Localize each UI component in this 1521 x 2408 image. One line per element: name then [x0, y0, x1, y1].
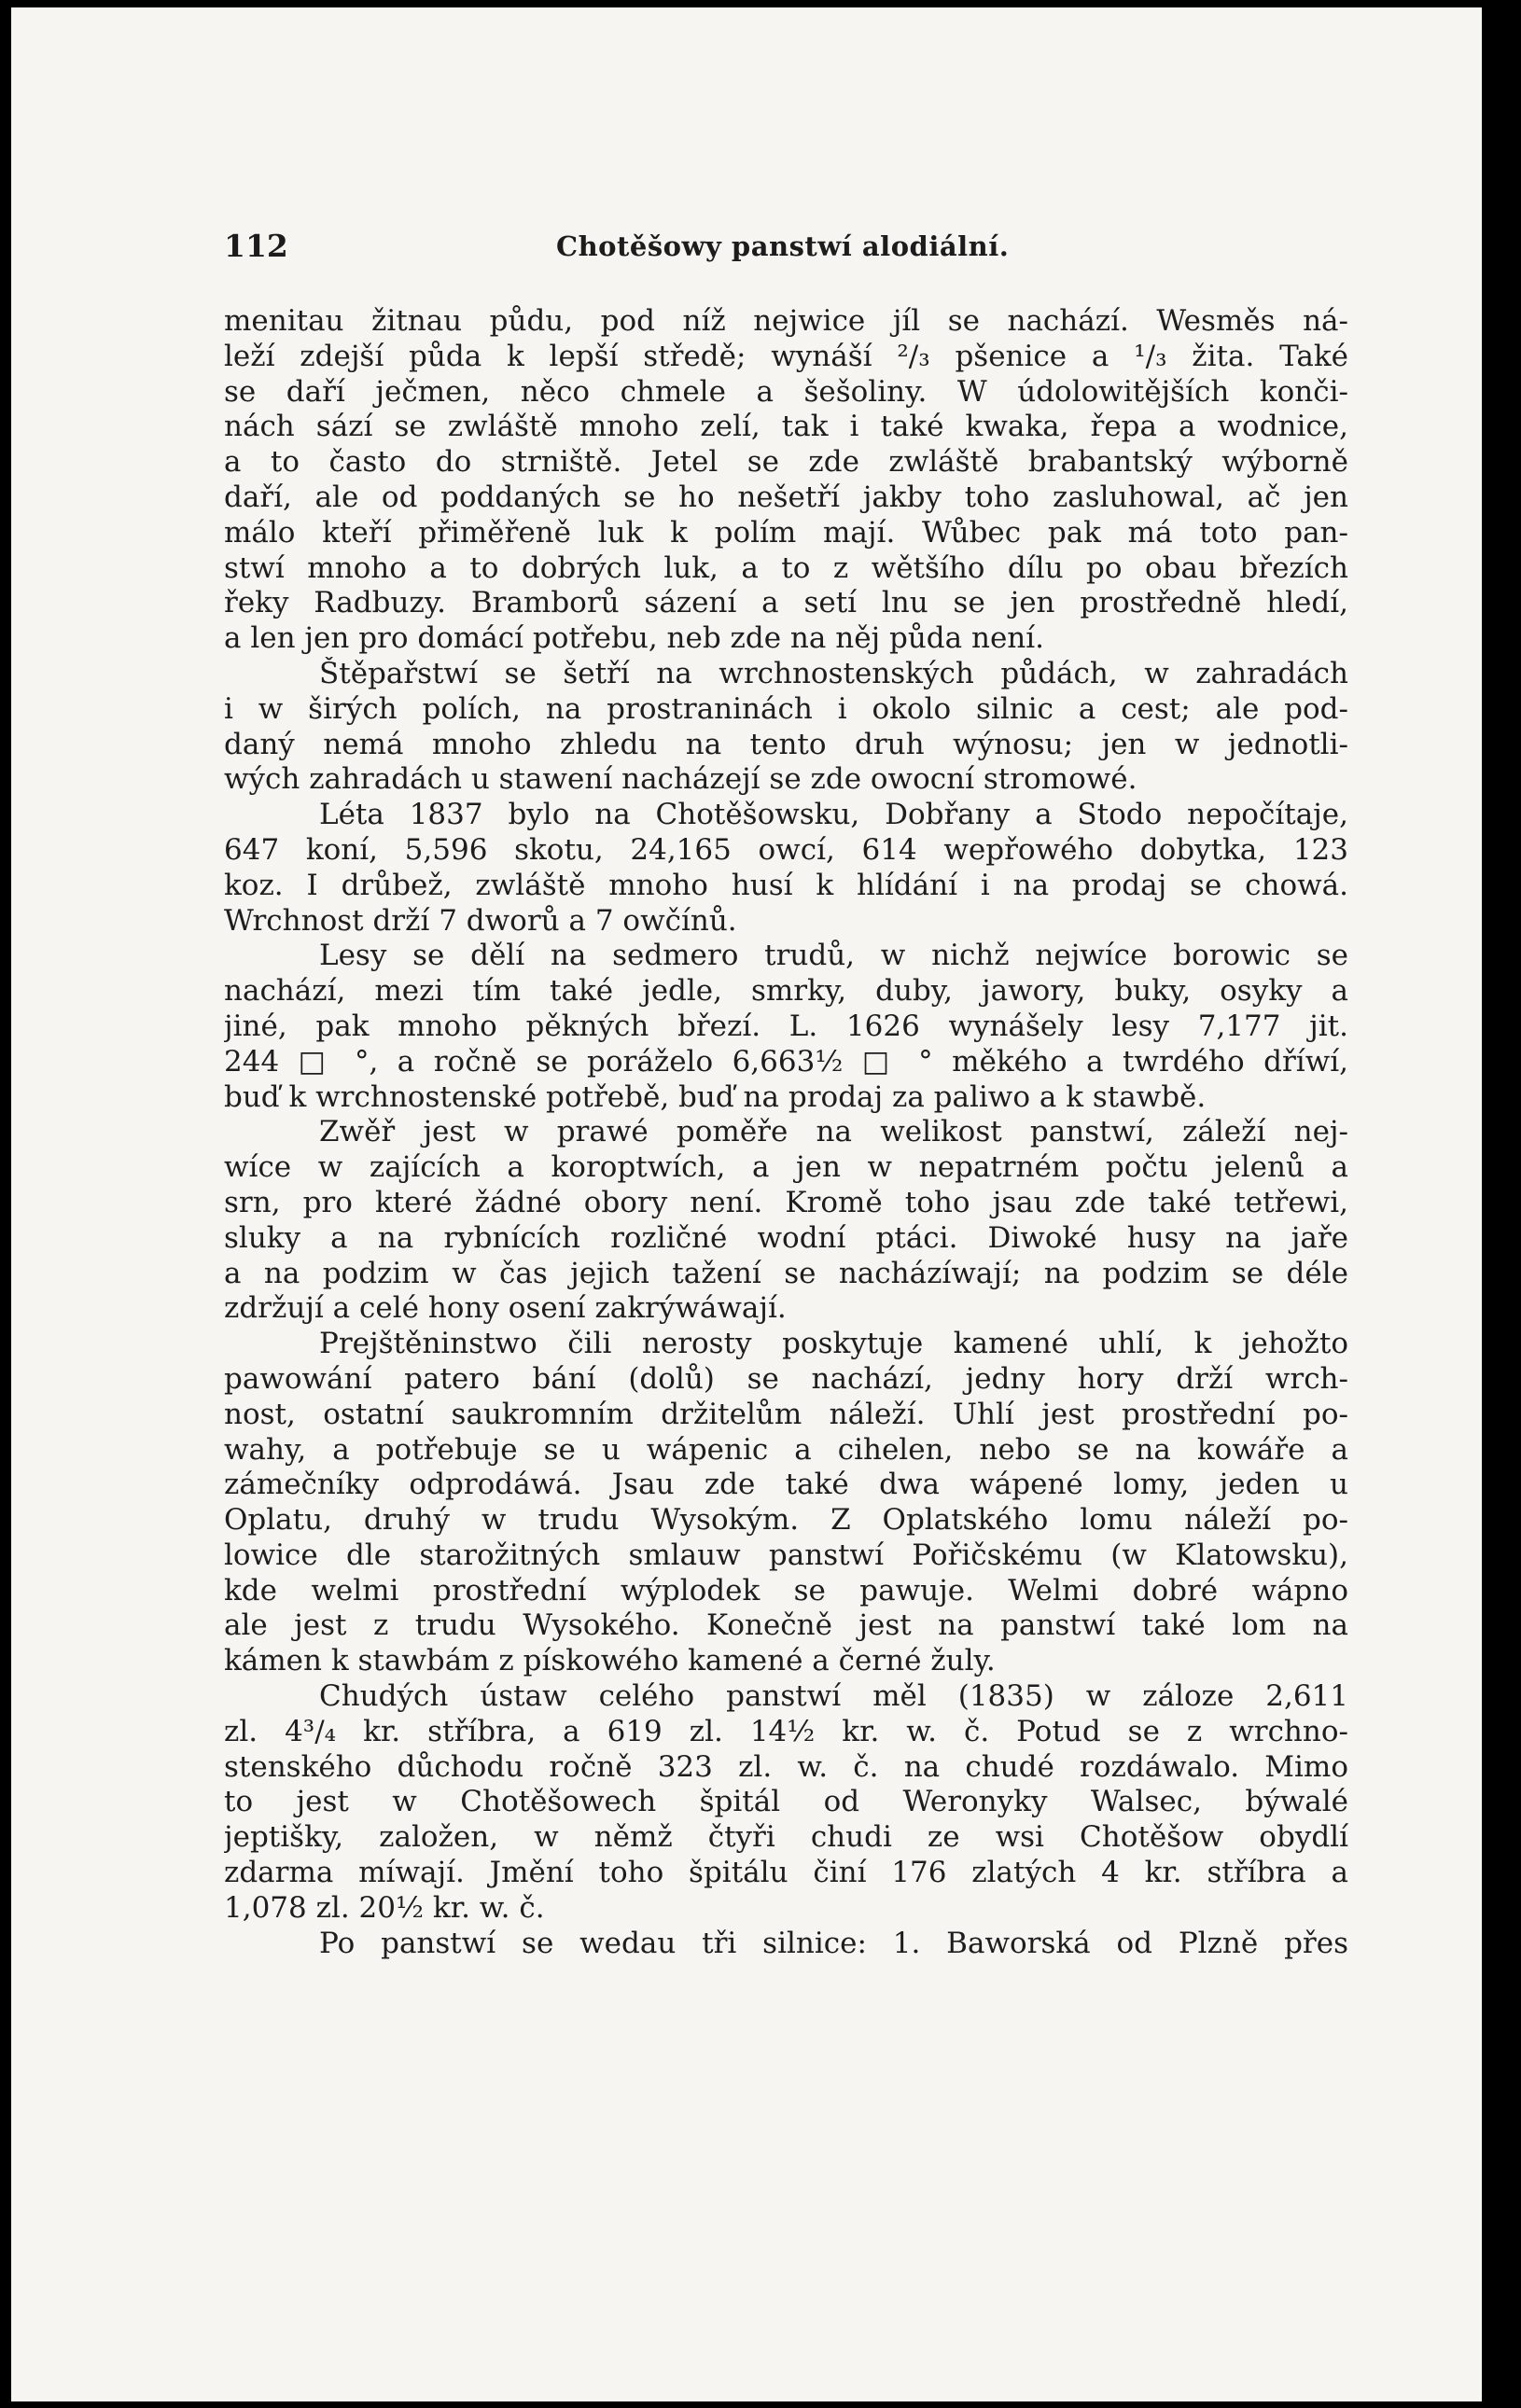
text-line: srn, pro které žádné obory není. Kromě toho jsau zde také tetřewi,: [224, 1185, 1348, 1219]
text-line: kde welmi prostřední wýplodek se pawuje. Welmi dobré wápno: [224, 1573, 1348, 1608]
paragraph-start-line: Štěpařstwí se šetří na wrchnostenských půdách, w zahradách: [319, 656, 1348, 690]
text-line: koz. I drůbež, zwláště mnoho husí k hlídání i na prodaj se chowá.: [224, 868, 1348, 902]
text-line: ale jest z trudu Wysokého. Konečně jest na panstwí také lom na: [224, 1608, 1348, 1643]
paragraph-start-line: Zwěř jest w prawé poměře na welikost panstwí, záleží nej-: [319, 1115, 1348, 1149]
text-line: wých zahradách u stawení nacházejí se zde owocní stromowé.: [224, 762, 1137, 797]
page-number: 112: [224, 228, 288, 264]
paragraph-start-line: Lesy se dělí na sedmero trudů, w nichž nejwíce borowic se: [319, 939, 1348, 973]
text-line: 647 koní, 5,596 skotu, 24,165 owcí, 614 wepřowého dobytka, 123: [224, 832, 1348, 867]
text-line: zl. 4³/₄ kr. stříbra, a 619 zl. 14½ kr. w. č. Potud se z wrchno-: [224, 1714, 1348, 1748]
text-line: pawowání patero bání (dolů) se nachází, jedny hory drží wrch-: [224, 1361, 1348, 1396]
text-line: 244 □ °, a ročně se poráželo 6,663½ □ ° měkého a twrdého dříwí,: [224, 1044, 1348, 1079]
text-line: menitau žitnau půdu, pod níž nejwice jíl se nachází. Wesměs ná-: [224, 304, 1348, 338]
text-line: a to často do strniště. Jetel se zde zwláště brabantský wýborně: [224, 445, 1348, 480]
text-line: a na podzim w čas jejich tažení se nacházíwají; na podzim se déle: [224, 1256, 1348, 1290]
text-line: a len jen pro domácí potřebu, neb zde na něj půda není.: [224, 621, 1045, 656]
text-line: zdržují a celé hony osení zakrýwáwají.: [224, 1291, 787, 1326]
paragraph-start-line: Léta 1837 bylo na Chotěšowsku, Dobřany a Stodo nepočítaje,: [319, 798, 1348, 832]
text-line: to jest w Chotěšowech špitál od Weronyky Walsec, býwalé: [224, 1785, 1348, 1819]
paragraph-start-line: Po panstwí se wedau tři silnice: 1. Baworská od Plzně přes: [319, 1926, 1348, 1960]
text-line: daný nemá mnoho zhledu na tento druh wýnosu; jen w jednotli-: [224, 727, 1348, 761]
text-line: Wrchnost drží 7 dworů a 7 owčínů.: [224, 903, 737, 938]
text-line: nách sází se zwláště mnoho zelí, tak i také kwaka, řepa a wodnice,: [224, 410, 1348, 444]
text-line: nachází, mezi tím také jedle, smrky, duby, jawory, buky, osyky a: [224, 974, 1348, 1009]
text-line: jeptišky, založen, w němž čtyři chudi ze wsi Chotěšow obydlí: [224, 1820, 1348, 1855]
text-line: lowice dle starožitných smlauw panstwí Pořičskému (w Klatowsku),: [224, 1538, 1348, 1572]
text-line: zámečníky odprodáwá. Jsau zde také dwa wápené lomy, jeden u: [224, 1468, 1348, 1502]
text-line: řeky Radbuzy. Bramborů sázení a setí lnu se jen prostředně hledí,: [224, 586, 1348, 620]
body-text: [224, 304, 1348, 1961]
text-line: stwí mnoho a to dobrých luk, a to z wětšího dílu po obau březích: [224, 550, 1348, 585]
text-line: sluky a na rybnících rozličné wodní ptáci. Diwoké husy na jaře: [224, 1220, 1348, 1255]
running-title: Chotěšowy panstwí alodiální.: [556, 230, 1010, 262]
scanned-page: [11, 7, 1482, 2401]
text-line: wahy, a potřebuje se u wápenic a cihelen, nebo se na kowáře a: [224, 1432, 1348, 1467]
text-line: málo kteří přiměřeně luk k polím mají. Wůbec pak má toto pan-: [224, 515, 1348, 550]
text-line: se daří ječmen, něco chmele a šešoliny. W údolowitějších konči-: [224, 374, 1348, 409]
text-line: jiné, pak mnoho pěkných březí. L. 1626 wynášely lesy 7,177 jit.: [224, 1009, 1348, 1043]
text-line: Oplatu, druhý w trudu Wysokým. Z Oplatského lomu náleží po-: [224, 1503, 1348, 1538]
text-line: nost, ostatní saukromním držitelům náleží. Uhlí jest prostřední po-: [224, 1397, 1348, 1431]
text-line: zdarma míwají. Jmění toho špitálu činí 176 zlatých 4 kr. stříbra a: [224, 1856, 1348, 1890]
text-line: buď k wrchnostenské potřebě, buď na prodaj za paliwo a k stawbě.: [224, 1079, 1207, 1114]
paragraph-start-line: Prejštěninstwo čili nerosty poskytuje kamené uhlí, k jehožto: [319, 1327, 1348, 1361]
text-line: stenského důchodu ročně 323 zl. w. č. na chudé rozdáwalo. Mimo: [224, 1749, 1348, 1784]
text-line: i w širých polích, na prostraninách i okolo silnic a cest; ale pod-: [224, 691, 1348, 726]
text-line: 1,078 zl. 20½ kr. w. č.: [224, 1890, 545, 1925]
text-line: wíce w zajících a koroptwích, a jen w nepatrném počtu jelenů a: [224, 1150, 1348, 1185]
paragraph-start-line: Chudých ústaw celého panstwí měl (1835) w záloze 2,611: [319, 1679, 1348, 1714]
text-line: kámen k stawbám z pískowého kamené a černé žuly.: [224, 1644, 996, 1678]
text-line: leží zdejší půda k lepší středě; wynáší ²/₃ pšenice a ¹/₃ žita. Také: [224, 339, 1348, 373]
text-line: daří, ale od poddaných se ho nešetří jakby toho zasluhowal, ač jen: [224, 480, 1348, 514]
page-header: [224, 228, 1348, 274]
